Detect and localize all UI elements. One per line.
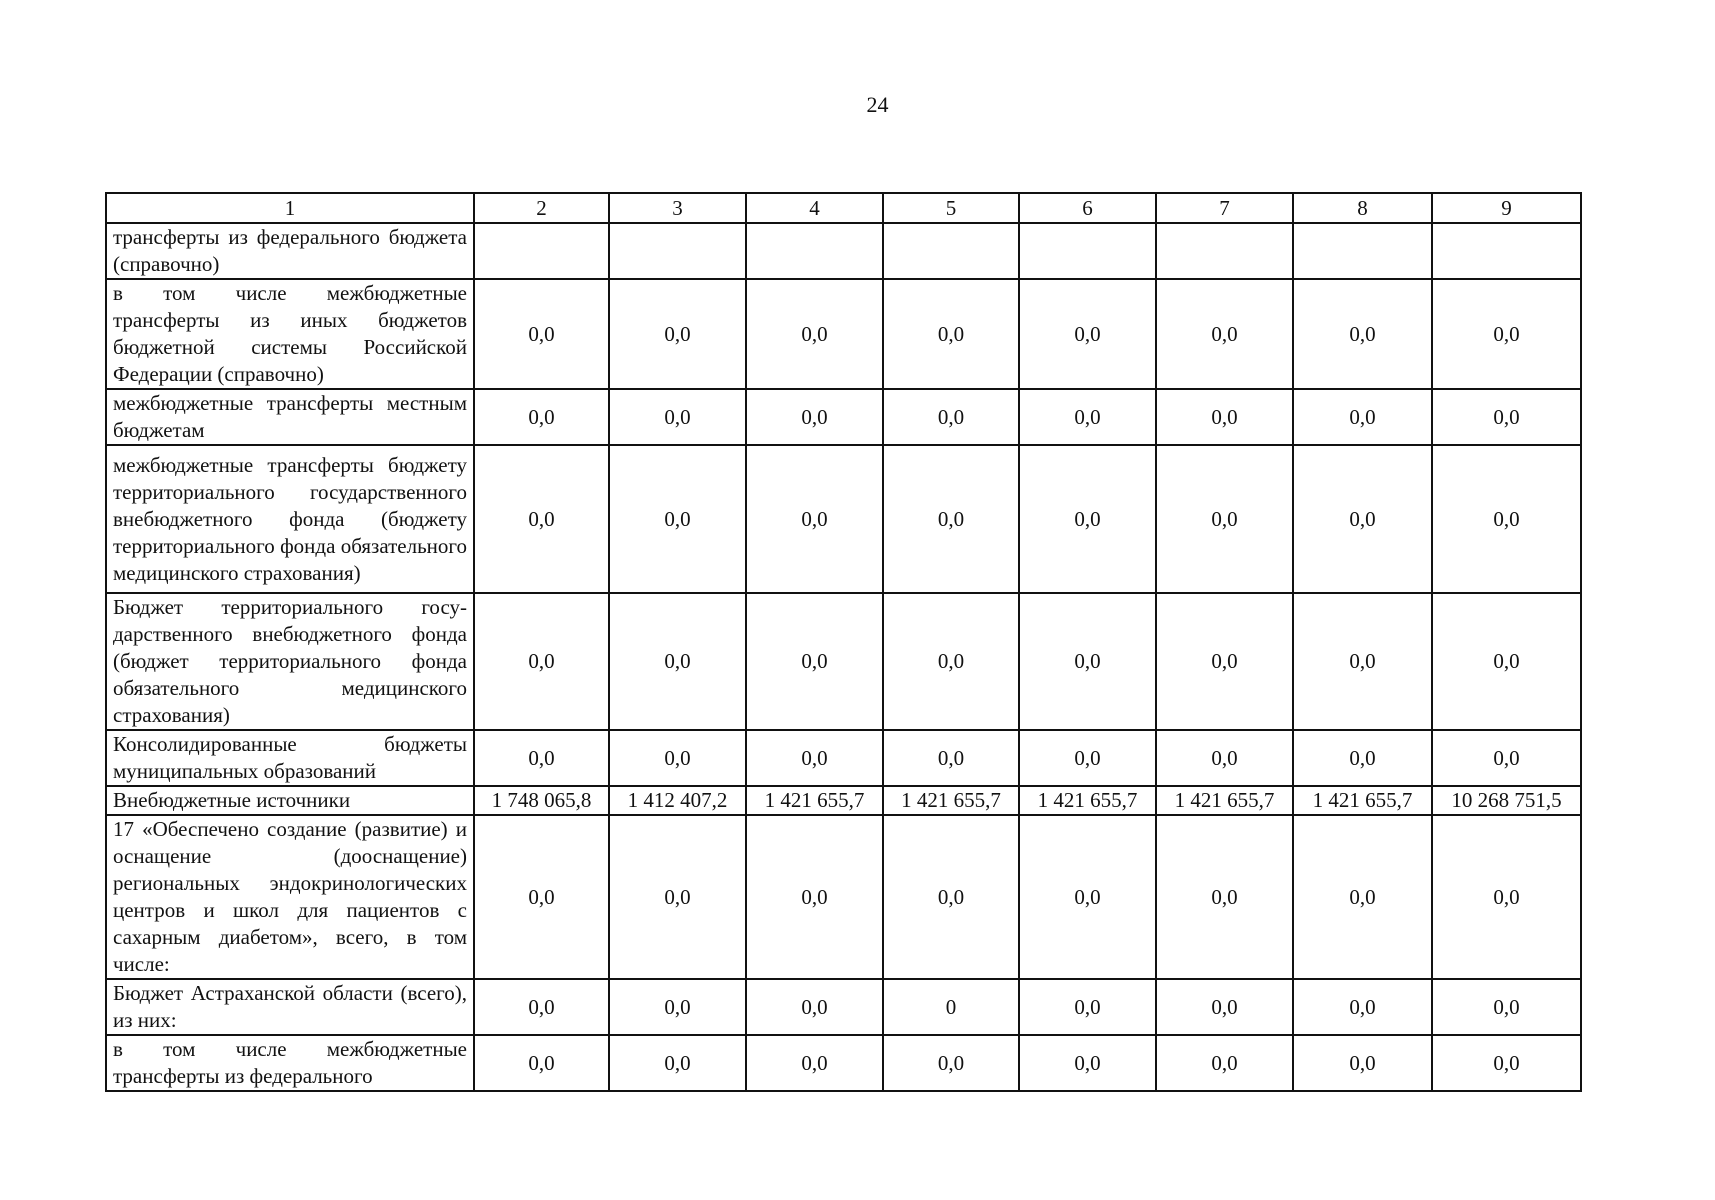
value-cell: 0,0 <box>1156 389 1293 445</box>
table-row <box>106 786 1581 815</box>
value-cell: 0,0 <box>1019 389 1156 445</box>
value-cell: 0,0 <box>1019 1035 1156 1091</box>
column-header: 7 <box>1156 193 1293 223</box>
value-cell: 0,0 <box>746 1035 883 1091</box>
value-cell: 0,0 <box>1293 445 1432 593</box>
value-cell: 0,0 <box>883 279 1019 389</box>
value-cell: 0,0 <box>1019 279 1156 389</box>
value-cell: 0,0 <box>1293 279 1432 389</box>
value-cell: 0,0 <box>609 730 746 786</box>
value-cell: 0,0 <box>1293 979 1432 1035</box>
row-label: Бюджет территориального государственного внебюджетного фонда (бюджет территориального фонда обязательного медицинского страхования) <box>106 593 474 730</box>
table-body <box>106 223 1581 1091</box>
value-cell: 0,0 <box>474 593 609 730</box>
column-header: 6 <box>1019 193 1156 223</box>
value-cell <box>1293 223 1432 279</box>
value-cell: 0,0 <box>746 593 883 730</box>
value-cell: 0,0 <box>609 1035 746 1091</box>
value-cell: 0,0 <box>883 389 1019 445</box>
value-cell: 0,0 <box>1156 815 1293 979</box>
value-cell: 0,0 <box>1293 389 1432 445</box>
budget-table <box>105 192 1582 1092</box>
value-cell: 0,0 <box>746 730 883 786</box>
row-label: в том числе межбюджетные трансферты из федерального <box>106 1035 474 1091</box>
value-cell: 1 421 655,7 <box>1019 786 1156 815</box>
value-cell: 0,0 <box>609 815 746 979</box>
value-cell: 0,0 <box>1019 445 1156 593</box>
value-cell: 0,0 <box>1156 979 1293 1035</box>
value-cell <box>746 223 883 279</box>
value-cell: 0,0 <box>1432 389 1581 445</box>
row-label: межбюджетные трансферты бюджету территориального государственного внебюджетного фонда (бюджету территориального фонда обязательного медицинского страхования) <box>106 445 474 593</box>
value-cell: 0,0 <box>746 815 883 979</box>
value-cell: 0,0 <box>746 389 883 445</box>
value-cell: 1 412 407,2 <box>609 786 746 815</box>
value-cell <box>883 223 1019 279</box>
value-cell: 0,0 <box>746 279 883 389</box>
value-cell <box>609 223 746 279</box>
value-cell: 0,0 <box>1432 593 1581 730</box>
column-header: 9 <box>1432 193 1581 223</box>
value-cell: 0,0 <box>746 979 883 1035</box>
value-cell: 0,0 <box>1156 279 1293 389</box>
value-cell: 0,0 <box>609 593 746 730</box>
value-cell: 0,0 <box>474 445 609 593</box>
value-cell <box>1156 223 1293 279</box>
value-cell: 0,0 <box>1156 593 1293 730</box>
value-cell: 0,0 <box>1432 979 1581 1035</box>
value-cell: 0,0 <box>609 445 746 593</box>
value-cell: 0,0 <box>1432 279 1581 389</box>
table-row <box>106 730 1581 786</box>
value-cell: 0,0 <box>1293 730 1432 786</box>
table-row <box>106 445 1581 593</box>
row-label: трансферты из федерального бюджета (справочно) <box>106 223 474 279</box>
value-cell: 0,0 <box>474 279 609 389</box>
table-row <box>106 1035 1581 1091</box>
row-label: межбюджетные трансферты местным бюджетам <box>106 389 474 445</box>
row-label: в том числе межбюджетные трансферты из иных бюджетов бюджетной системы Российской Федерации (справочно) <box>106 279 474 389</box>
value-cell: 0,0 <box>883 730 1019 786</box>
value-cell: 10 268 751,5 <box>1432 786 1581 815</box>
value-cell: 0,0 <box>883 1035 1019 1091</box>
value-cell: 0,0 <box>883 815 1019 979</box>
value-cell: 1 421 655,7 <box>1293 786 1432 815</box>
page-number: 24 <box>866 92 889 117</box>
value-cell: 0,0 <box>474 815 609 979</box>
value-cell: 0,0 <box>883 593 1019 730</box>
row-label: 17 «Обеспечено создание (развитие) и оснащение (дооснащение) региональных эндокринологических центров и школ для пациентов с сахарным диабетом», всего, в том числе: <box>106 815 474 979</box>
table-row <box>106 279 1581 389</box>
column-header: 1 <box>106 193 474 223</box>
value-cell: 0,0 <box>609 279 746 389</box>
table-row <box>106 979 1581 1035</box>
value-cell: 0,0 <box>609 979 746 1035</box>
value-cell <box>1432 223 1581 279</box>
value-cell: 0,0 <box>1432 445 1581 593</box>
value-cell: 0,0 <box>609 389 746 445</box>
value-cell: 0,0 <box>474 1035 609 1091</box>
value-cell: 0,0 <box>1293 593 1432 730</box>
table-row <box>106 593 1581 730</box>
table-row <box>106 815 1581 979</box>
value-cell: 0,0 <box>1019 730 1156 786</box>
value-cell: 0,0 <box>474 389 609 445</box>
value-cell: 0,0 <box>1156 730 1293 786</box>
value-cell: 1 421 655,7 <box>746 786 883 815</box>
value-cell: 1 421 655,7 <box>883 786 1019 815</box>
value-cell: 0,0 <box>746 445 883 593</box>
value-cell: 0,0 <box>1019 979 1156 1035</box>
table-row <box>106 389 1581 445</box>
value-cell: 0,0 <box>1156 1035 1293 1091</box>
value-cell: 0,0 <box>1019 815 1156 979</box>
value-cell <box>1019 223 1156 279</box>
column-header: 4 <box>746 193 883 223</box>
value-cell <box>474 223 609 279</box>
table-row <box>106 223 1581 279</box>
value-cell: 0,0 <box>1432 815 1581 979</box>
value-cell: 1 748 065,8 <box>474 786 609 815</box>
header-row <box>106 193 1581 223</box>
value-cell: 0,0 <box>1293 1035 1432 1091</box>
row-label: Консолидированные бюджеты муниципальных образований <box>106 730 474 786</box>
row-label: Бюджет Астраханской области (всего), из них: <box>106 979 474 1035</box>
column-header: 8 <box>1293 193 1432 223</box>
value-cell: 0,0 <box>883 445 1019 593</box>
value-cell: 0,0 <box>1019 593 1156 730</box>
value-cell: 0,0 <box>474 979 609 1035</box>
value-cell: 0,0 <box>1293 815 1432 979</box>
value-cell: 0,0 <box>1432 1035 1581 1091</box>
column-header: 2 <box>474 193 609 223</box>
value-cell: 0 <box>883 979 1019 1035</box>
value-cell: 0,0 <box>474 730 609 786</box>
column-header: 3 <box>609 193 746 223</box>
row-label: Внебюджетные источники <box>106 786 474 815</box>
value-cell: 0,0 <box>1432 730 1581 786</box>
column-header: 5 <box>883 193 1019 223</box>
value-cell: 0,0 <box>1156 445 1293 593</box>
value-cell: 1 421 655,7 <box>1156 786 1293 815</box>
